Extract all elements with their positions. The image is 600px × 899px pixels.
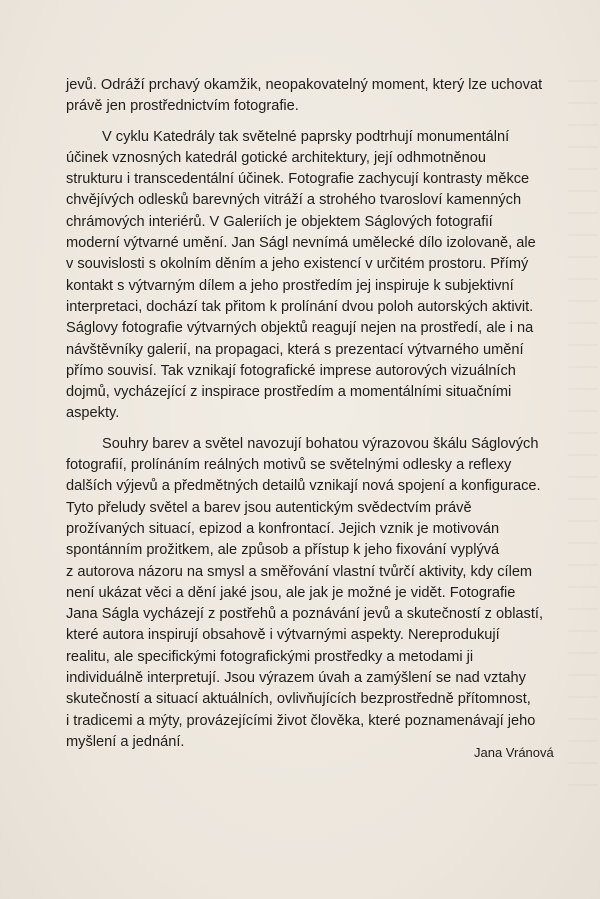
text-line: Jana Ságla vycházejí z postřehů a poznávání jevů a skutečností z oblastí, <box>66 606 544 623</box>
text-line: i tradicemi a mýty, provázejícími život člověka, které poznamenávají jeho <box>66 712 536 729</box>
text-line: interpretaci, dochází tak přitom k prolínání dvou poloh autorských aktivit. <box>66 298 534 315</box>
text-line: kontakt s výtvarným dílem a jeho prostředím jej inspiruje k subjektivní <box>66 277 514 294</box>
text-line: aspekty. <box>66 405 120 422</box>
text-line: jevů. Odráží prchavý okamžik, neopakovatelný moment, který lze uchovat <box>66 77 543 93</box>
text-line: spontánním prožitkem, ale způsob a přístup k jeho fixování vyplývá <box>66 542 500 559</box>
text-line: strukturu i transcedentální účinek. Fotografie zachycují kontrasty měkce <box>66 171 530 188</box>
text-line: realitu, ale specifickými fotografickými prostředky a metodami ji <box>66 648 474 665</box>
text-line: fotografií, prolínáním reálných motivů se světelnými odlesky a reflexy <box>66 457 512 474</box>
text-line: moderní výtvarné umění. Jan Ságl nevnímá umělecké dílo izolovaně, ale <box>66 235 536 252</box>
text-line: dojmů, vycházející z inspirace prostředím a momentálními situačními <box>66 384 512 401</box>
text-line: z autorova názoru na smysl a směřování vlastní tvůrčí aktivity, kdy cílem <box>66 563 533 580</box>
text-line: přímo souvisí. Tak vznikají fotografické imprese autorových vizuálních <box>66 362 516 379</box>
text-line: Ságlovy fotografie výtvarných objektů reagují nejen na prostředí, ale i na <box>66 320 534 337</box>
body-text <box>66 75 566 753</box>
text-line: myšlení a jednání. <box>66 733 185 750</box>
paragraph-start: V cyklu Katedrály tak světelné paprsky podtrhují monumentální <box>102 128 510 145</box>
text-line: individuálně interpretují. Jsou výrazem úvah a zamýšlení se nad vztahy <box>66 670 526 687</box>
text-line: účinek vznosných katedrál gotické architektury, její odhmotněnou <box>66 149 486 166</box>
text-line: chrámových interiérů. V Galeriích je objektem Ságlových fotografií <box>66 213 493 230</box>
text-line: v souvislosti s okolním děním a jeho existencí v určitém prostoru. Přímý <box>66 256 529 273</box>
text-line: právě jen prostřednictvím fotografie. <box>66 98 299 115</box>
text-line: Tyto přeludy světel a barev jsou autentickým svědectvím právě <box>66 499 472 516</box>
text-line: skutečností a situací aktuálních, ovlivňujících bezprostředně přítomnost, <box>66 691 531 708</box>
text-line: chvějívých odlesků barevných vitráží a strohého tvarosloví kamenných <box>66 192 522 209</box>
text-line: není ukázat věci a dění jaké jsou, ale jak je možné je vidět. Fotografie <box>66 584 516 601</box>
bleed-through-texture <box>568 80 598 800</box>
text-line: návštěvníky galerií, na propagaci, která s prezentací výtvarného umění <box>66 341 524 358</box>
text-line: které autora inspirují obsahově i výtvarnými aspekty. Nereprodukují <box>66 627 500 644</box>
paragraph-start: Souhry barev a světel navozují bohatou výrazovou škálu Ságlových <box>102 435 539 452</box>
text-line: prožívaných situací, epizod a konfrontací. Jejich vznik je motivován <box>66 520 500 537</box>
text-line: dalších výjevů a předmětných detailů vznikají nová spojení a konfigurace. <box>66 478 541 495</box>
author-signature: Jana Vránová <box>474 745 554 760</box>
